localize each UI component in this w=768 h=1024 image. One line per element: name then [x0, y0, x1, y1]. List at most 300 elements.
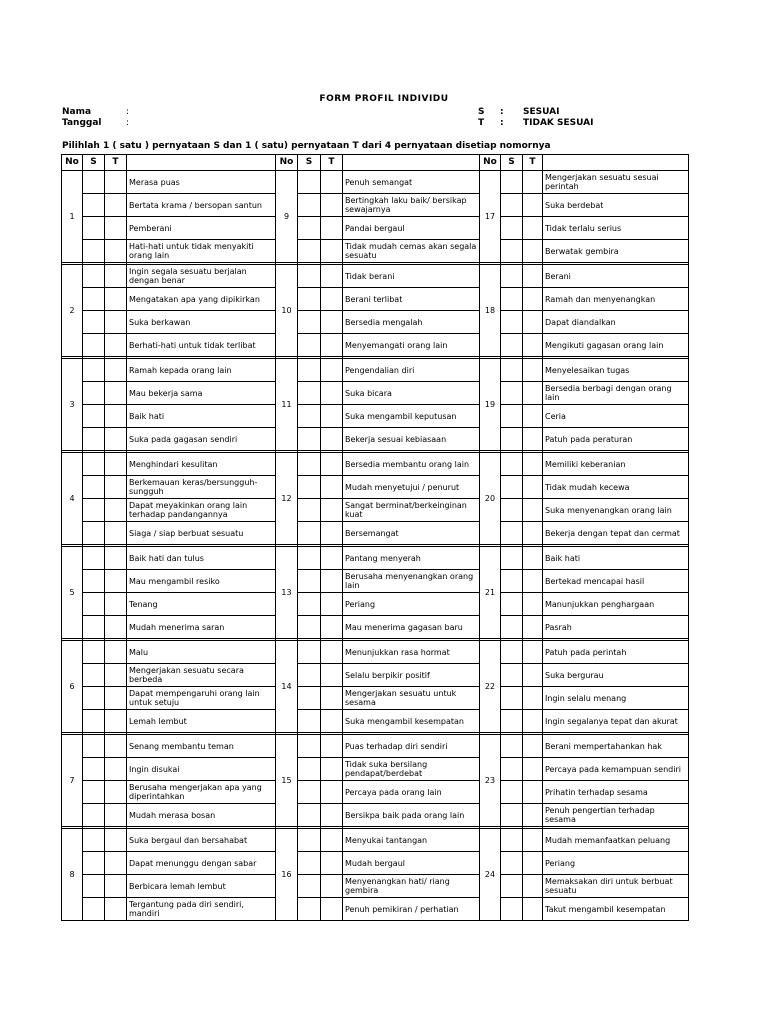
checkbox-s[interactable]: [298, 194, 321, 217]
checkbox-s[interactable]: [298, 641, 321, 664]
checkbox-t[interactable]: [523, 593, 543, 616]
checkbox-t[interactable]: [523, 265, 543, 288]
checkbox-s[interactable]: [298, 804, 321, 827]
checkbox-t[interactable]: [523, 804, 543, 827]
checkbox-t[interactable]: [105, 428, 127, 451]
checkbox-s[interactable]: [83, 616, 105, 639]
group-number: 17: [480, 171, 501, 263]
checkbox-t[interactable]: [105, 829, 127, 852]
checkbox-t[interactable]: [523, 359, 543, 382]
group-number: 13: [276, 547, 298, 639]
checkbox-t[interactable]: [523, 428, 543, 451]
checkbox-s[interactable]: [298, 240, 321, 263]
checkbox-t[interactable]: [321, 781, 343, 804]
checkbox-s[interactable]: [501, 476, 523, 499]
checkbox-s[interactable]: [501, 781, 523, 804]
checkbox-t[interactable]: [523, 641, 543, 664]
checkbox-s[interactable]: [83, 710, 105, 733]
statement-text: Mudah menyetujui / penurut: [343, 476, 480, 499]
checkbox-t[interactable]: [523, 499, 543, 522]
checkbox-t[interactable]: [321, 428, 343, 451]
checkbox-s[interactable]: [298, 593, 321, 616]
checkbox-s[interactable]: [298, 428, 321, 451]
checkbox-t[interactable]: [321, 499, 343, 522]
checkbox-t[interactable]: [105, 687, 127, 710]
checkbox-t[interactable]: [523, 781, 543, 804]
checkbox-s[interactable]: [298, 499, 321, 522]
checkbox-t[interactable]: [321, 547, 343, 570]
checkbox-s[interactable]: [83, 641, 105, 664]
legend-s-colon: :: [500, 107, 504, 117]
header-s: S: [501, 155, 523, 171]
statement-text: Selalu berpikir positif: [343, 664, 480, 687]
checkbox-s[interactable]: [83, 664, 105, 687]
statement-text: Dapat diandalkan: [543, 311, 689, 334]
group-number: 4: [62, 453, 83, 545]
table-row: [62, 476, 689, 499]
checkbox-t[interactable]: [105, 641, 127, 664]
checkbox-t[interactable]: [523, 405, 543, 428]
checkbox-s[interactable]: [83, 898, 105, 921]
statement-text: Tenang: [127, 593, 276, 616]
group-number: 1: [62, 171, 83, 263]
checkbox-t[interactable]: [321, 875, 343, 898]
statement-text: Memiliki keberanian: [543, 453, 689, 476]
statement-text: Manunjukkan penghargaan: [543, 593, 689, 616]
statement-text: Patuh pada perintah: [543, 641, 689, 664]
checkbox-t[interactable]: [105, 311, 127, 334]
checkbox-t[interactable]: [105, 499, 127, 522]
checkbox-t[interactable]: [321, 804, 343, 827]
statement-text: Malu: [127, 641, 276, 664]
checkbox-s[interactable]: [501, 804, 523, 827]
checkbox-s[interactable]: [298, 265, 321, 288]
statement-text: Menyenangkan hati/ riang gembira: [343, 875, 480, 898]
statement-text: Sangat berminat/berkeinginan kuat: [343, 499, 480, 522]
statement-text: Mudah bergaul: [343, 852, 480, 875]
checkbox-s[interactable]: [298, 217, 321, 240]
checkbox-t[interactable]: [321, 194, 343, 217]
statement-text: Mengatakan apa yang dipikirkan: [127, 288, 276, 311]
checkbox-s[interactable]: [501, 875, 523, 898]
checkbox-s[interactable]: [501, 687, 523, 710]
checkbox-s[interactable]: [298, 875, 321, 898]
statement-text: Berani terlibat: [343, 288, 480, 311]
checkbox-t[interactable]: [105, 852, 127, 875]
checkbox-t[interactable]: [105, 875, 127, 898]
checkbox-t[interactable]: [105, 265, 127, 288]
checkbox-t[interactable]: [321, 453, 343, 476]
statement-text: Bekerja dengan tepat dan cermat: [543, 522, 689, 545]
checkbox-t[interactable]: [105, 171, 127, 194]
checkbox-s[interactable]: [501, 758, 523, 781]
checkbox-t[interactable]: [321, 570, 343, 593]
statement-text: Menghindari kesulitan: [127, 453, 276, 476]
checkbox-s[interactable]: [83, 382, 105, 405]
checkbox-s[interactable]: [501, 405, 523, 428]
instruction-text: Pilihlah 1 ( satu ) pernyataan S dan 1 ( satu) pernyataan T dari 4 pernyataan disetiap nomornya: [62, 141, 551, 151]
group-number: 15: [276, 735, 298, 827]
tanggal-label: Tanggal: [62, 118, 102, 128]
checkbox-s[interactable]: [83, 265, 105, 288]
checkbox-s[interactable]: [298, 710, 321, 733]
statement-text: Suka berkawan: [127, 311, 276, 334]
checkbox-s[interactable]: [83, 334, 105, 357]
checkbox-t[interactable]: [105, 664, 127, 687]
checkbox-t[interactable]: [523, 476, 543, 499]
checkbox-t[interactable]: [105, 593, 127, 616]
group-number: 14: [276, 641, 298, 733]
table-body: [62, 171, 689, 921]
statement-text: Suka bicara: [343, 382, 480, 405]
checkbox-t[interactable]: [105, 240, 127, 263]
checkbox-t[interactable]: [105, 735, 127, 758]
table-row: [62, 265, 689, 288]
checkbox-t[interactable]: [105, 359, 127, 382]
checkbox-t[interactable]: [321, 641, 343, 664]
checkbox-s[interactable]: [501, 382, 523, 405]
checkbox-s[interactable]: [83, 875, 105, 898]
checkbox-t[interactable]: [523, 664, 543, 687]
checkbox-t[interactable]: [523, 710, 543, 733]
checkbox-s[interactable]: [83, 547, 105, 570]
checkbox-s[interactable]: [501, 735, 523, 758]
checkbox-t[interactable]: [523, 852, 543, 875]
checkbox-t[interactable]: [321, 382, 343, 405]
statement-text: Patuh pada peraturan: [543, 428, 689, 451]
group-number: 7: [62, 735, 83, 827]
checkbox-s[interactable]: [83, 428, 105, 451]
checkbox-t[interactable]: [321, 240, 343, 263]
group-number: 2: [62, 265, 83, 357]
statement-text: Pantang menyerah: [343, 547, 480, 570]
checkbox-t[interactable]: [321, 829, 343, 852]
checkbox-s[interactable]: [501, 194, 523, 217]
table-row: [62, 382, 689, 405]
checkbox-t[interactable]: [105, 217, 127, 240]
checkbox-t[interactable]: [523, 288, 543, 311]
checkbox-s[interactable]: [298, 382, 321, 405]
checkbox-s[interactable]: [501, 359, 523, 382]
checkbox-s[interactable]: [83, 499, 105, 522]
table-row: [62, 687, 689, 710]
group-number: 5: [62, 547, 83, 639]
checkbox-s[interactable]: [83, 476, 105, 499]
checkbox-s[interactable]: [298, 664, 321, 687]
checkbox-s[interactable]: [83, 288, 105, 311]
statement-text: Berhati-hati untuk tidak terlibat: [127, 334, 276, 357]
statement-text: Bersedia mengalah: [343, 311, 480, 334]
checkbox-s[interactable]: [298, 453, 321, 476]
checkbox-s[interactable]: [501, 641, 523, 664]
statement-text: Bersemangat: [343, 522, 480, 545]
checkbox-t[interactable]: [523, 616, 543, 639]
checkbox-s[interactable]: [298, 405, 321, 428]
header-no: No: [276, 155, 298, 171]
checkbox-t[interactable]: [321, 522, 343, 545]
checkbox-s[interactable]: [501, 428, 523, 451]
statement-text: Pemberani: [127, 217, 276, 240]
checkbox-t[interactable]: [105, 710, 127, 733]
checkbox-s[interactable]: [298, 311, 321, 334]
checkbox-s[interactable]: [83, 453, 105, 476]
group-number: 21: [480, 547, 501, 639]
profile-table: [61, 154, 689, 921]
checkbox-s[interactable]: [501, 217, 523, 240]
checkbox-t[interactable]: [523, 240, 543, 263]
checkbox-t[interactable]: [105, 758, 127, 781]
checkbox-s[interactable]: [83, 829, 105, 852]
checkbox-s[interactable]: [501, 829, 523, 852]
checkbox-t[interactable]: [523, 875, 543, 898]
checkbox-t[interactable]: [523, 829, 543, 852]
checkbox-s[interactable]: [501, 265, 523, 288]
statement-text: Suka mengambil kesempatan: [343, 710, 480, 733]
checkbox-t[interactable]: [321, 476, 343, 499]
checkbox-s[interactable]: [298, 334, 321, 357]
checkbox-t[interactable]: [105, 804, 127, 827]
checkbox-s[interactable]: [298, 616, 321, 639]
group-number: 6: [62, 641, 83, 733]
checkbox-s[interactable]: [298, 547, 321, 570]
group-number: 23: [480, 735, 501, 827]
checkbox-t[interactable]: [321, 334, 343, 357]
statement-text: Mau mengambil resiko: [127, 570, 276, 593]
checkbox-t[interactable]: [105, 288, 127, 311]
checkbox-t[interactable]: [523, 382, 543, 405]
checkbox-t[interactable]: [321, 593, 343, 616]
checkbox-t[interactable]: [523, 735, 543, 758]
statement-text: Bersedia berbagi dengan orang lain: [543, 382, 689, 405]
checkbox-t[interactable]: [321, 687, 343, 710]
checkbox-s[interactable]: [83, 852, 105, 875]
table-row: [62, 781, 689, 804]
nama-colon: :: [126, 107, 130, 117]
checkbox-t[interactable]: [321, 288, 343, 311]
table-row: [62, 453, 689, 476]
checkbox-t[interactable]: [321, 898, 343, 921]
checkbox-t[interactable]: [105, 781, 127, 804]
checkbox-s[interactable]: [298, 687, 321, 710]
statement-text: Lemah lembut: [127, 710, 276, 733]
checkbox-t[interactable]: [523, 453, 543, 476]
table-row: [62, 735, 689, 758]
statement-text: Suka pada gagasan sendiri: [127, 428, 276, 451]
nama-label: Nama: [62, 107, 92, 117]
statement-text: Periang: [543, 852, 689, 875]
checkbox-s[interactable]: [298, 829, 321, 852]
checkbox-s[interactable]: [501, 311, 523, 334]
checkbox-s[interactable]: [83, 405, 105, 428]
checkbox-s[interactable]: [298, 522, 321, 545]
statement-text: Mengerjakan sesuatu sesuai perintah: [543, 171, 689, 194]
checkbox-s[interactable]: [83, 758, 105, 781]
checkbox-t[interactable]: [523, 194, 543, 217]
header-statement: [543, 155, 689, 171]
legend-t-code: T: [478, 118, 485, 128]
statement-text: Prihatin terhadap sesama: [543, 781, 689, 804]
statement-text: Tidak mudah kecewa: [543, 476, 689, 499]
checkbox-s[interactable]: [83, 171, 105, 194]
table-row: [62, 641, 689, 664]
checkbox-t[interactable]: [321, 735, 343, 758]
checkbox-s[interactable]: [83, 804, 105, 827]
legend-s-meaning: SESUAI: [523, 107, 560, 117]
checkbox-s[interactable]: [83, 359, 105, 382]
checkbox-s[interactable]: [501, 898, 523, 921]
header-no: No: [62, 155, 83, 171]
checkbox-s[interactable]: [298, 288, 321, 311]
checkbox-s[interactable]: [501, 334, 523, 357]
group-number: 16: [276, 829, 298, 921]
table-row: [62, 288, 689, 311]
checkbox-s[interactable]: [83, 311, 105, 334]
checkbox-t[interactable]: [105, 547, 127, 570]
checkbox-s[interactable]: [501, 570, 523, 593]
statement-text: Menyelesaikan tugas: [543, 359, 689, 382]
checkbox-s[interactable]: [83, 217, 105, 240]
checkbox-s[interactable]: [501, 453, 523, 476]
checkbox-t[interactable]: [321, 359, 343, 382]
checkbox-s[interactable]: [298, 898, 321, 921]
table-row: [62, 334, 689, 357]
statement-text: Ceria: [543, 405, 689, 428]
checkbox-s[interactable]: [501, 593, 523, 616]
checkbox-t[interactable]: [321, 852, 343, 875]
checkbox-t[interactable]: [321, 171, 343, 194]
statement-text: Mudah merasa bosan: [127, 804, 276, 827]
checkbox-t[interactable]: [321, 616, 343, 639]
statement-text: Mengerjakan sesuatu secara berbeda: [127, 664, 276, 687]
legend-s-code: S: [478, 107, 485, 117]
checkbox-s[interactable]: [298, 359, 321, 382]
checkbox-s[interactable]: [501, 499, 523, 522]
checkbox-t[interactable]: [523, 570, 543, 593]
group-number: 24: [480, 829, 501, 921]
table-row: [62, 217, 689, 240]
checkbox-s[interactable]: [83, 522, 105, 545]
statement-text: Bekerja sesuai kebiasaan: [343, 428, 480, 451]
statement-text: Suka bergaul dan bersahabat: [127, 829, 276, 852]
checkbox-s[interactable]: [298, 852, 321, 875]
checkbox-t[interactable]: [523, 334, 543, 357]
table-row: [62, 570, 689, 593]
checkbox-s[interactable]: [83, 593, 105, 616]
checkbox-s[interactable]: [298, 735, 321, 758]
checkbox-s[interactable]: [83, 781, 105, 804]
checkbox-s[interactable]: [83, 735, 105, 758]
checkbox-s[interactable]: [501, 710, 523, 733]
checkbox-t[interactable]: [105, 476, 127, 499]
header-statement: [127, 155, 276, 171]
statement-text: Siaga / siap berbuat sesuatu: [127, 522, 276, 545]
checkbox-s[interactable]: [501, 171, 523, 194]
statement-text: Berwatak gembira: [543, 240, 689, 263]
checkbox-s[interactable]: [83, 687, 105, 710]
statement-text: Berani: [543, 265, 689, 288]
checkbox-t[interactable]: [321, 217, 343, 240]
checkbox-t[interactable]: [321, 758, 343, 781]
group-number: 9: [276, 171, 298, 263]
table-row: [62, 898, 689, 921]
statement-text: Dapat menunggu dengan sabar: [127, 852, 276, 875]
checkbox-s[interactable]: [298, 570, 321, 593]
checkbox-t[interactable]: [105, 898, 127, 921]
statement-text: Memaksakan diri untuk berbuat sesuatu: [543, 875, 689, 898]
statement-text: Percaya pada orang lain: [343, 781, 480, 804]
header-t: T: [321, 155, 343, 171]
header-statement: [343, 155, 480, 171]
checkbox-s[interactable]: [298, 758, 321, 781]
group-number: 8: [62, 829, 83, 921]
checkbox-t[interactable]: [105, 570, 127, 593]
checkbox-t[interactable]: [105, 522, 127, 545]
checkbox-t[interactable]: [523, 758, 543, 781]
checkbox-t[interactable]: [321, 405, 343, 428]
statement-text: Pasrah: [543, 616, 689, 639]
legend-t-meaning: TIDAK SESUAI: [523, 118, 594, 128]
checkbox-t[interactable]: [321, 710, 343, 733]
group-number: 18: [480, 265, 501, 357]
table-header-row: [62, 155, 689, 171]
checkbox-s[interactable]: [501, 288, 523, 311]
header-no: No: [480, 155, 501, 171]
checkbox-t[interactable]: [105, 405, 127, 428]
table-row: [62, 547, 689, 570]
checkbox-s[interactable]: [298, 476, 321, 499]
checkbox-t[interactable]: [105, 453, 127, 476]
checkbox-s[interactable]: [501, 240, 523, 263]
statement-text: Tidak mudah cemas akan segala sesuatu: [343, 240, 480, 263]
statement-text: Percaya pada kemampuan sendiri: [543, 758, 689, 781]
checkbox-t[interactable]: [523, 687, 543, 710]
statement-text: Pandai bergaul: [343, 217, 480, 240]
statement-text: Suka bergurau: [543, 664, 689, 687]
checkbox-t[interactable]: [105, 334, 127, 357]
checkbox-t[interactable]: [321, 265, 343, 288]
checkbox-s[interactable]: [83, 194, 105, 217]
checkbox-t[interactable]: [321, 311, 343, 334]
statement-text: Berusaha mengerjakan apa yang diperintahkan: [127, 781, 276, 804]
checkbox-s[interactable]: [501, 852, 523, 875]
checkbox-s[interactable]: [501, 616, 523, 639]
checkbox-t[interactable]: [105, 382, 127, 405]
checkbox-s[interactable]: [298, 171, 321, 194]
group-number: 11: [276, 359, 298, 451]
checkbox-t[interactable]: [523, 171, 543, 194]
checkbox-s[interactable]: [83, 570, 105, 593]
statement-text: Suka menyenangkan orang lain: [543, 499, 689, 522]
statement-text: Senang membantu teman: [127, 735, 276, 758]
checkbox-t[interactable]: [105, 194, 127, 217]
checkbox-s[interactable]: [501, 664, 523, 687]
checkbox-t[interactable]: [523, 217, 543, 240]
checkbox-t[interactable]: [321, 664, 343, 687]
table-row: [62, 593, 689, 616]
checkbox-s[interactable]: [501, 522, 523, 545]
statement-text: Bertata krama / bersopan santun: [127, 194, 276, 217]
checkbox-t[interactable]: [523, 898, 543, 921]
checkbox-t[interactable]: [523, 522, 543, 545]
statement-text: Mengikuti gagasan orang lain: [543, 334, 689, 357]
checkbox-s[interactable]: [501, 547, 523, 570]
checkbox-t[interactable]: [105, 616, 127, 639]
checkbox-t[interactable]: [523, 547, 543, 570]
header-s: S: [83, 155, 105, 171]
checkbox-s[interactable]: [83, 240, 105, 263]
checkbox-t[interactable]: [523, 311, 543, 334]
checkbox-s[interactable]: [298, 781, 321, 804]
